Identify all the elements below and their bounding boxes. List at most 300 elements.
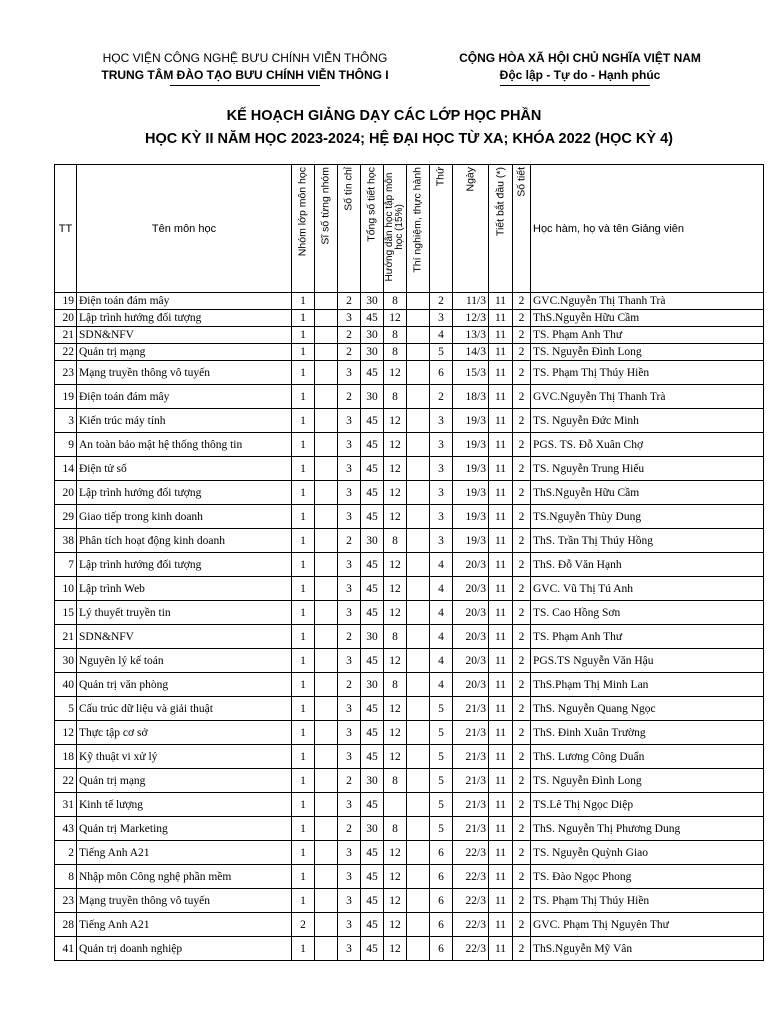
total-periods-cell: 45 [361, 721, 384, 745]
class-group-cell: 1 [292, 505, 315, 529]
table-row [55, 344, 764, 361]
tt-cell: 29 [55, 505, 77, 529]
credits-cell: 3 [338, 793, 361, 817]
group-size-cell [315, 327, 338, 344]
group-size-cell [315, 865, 338, 889]
period-count-cell: 2 [513, 817, 531, 841]
date-cell: 11/3 [453, 293, 489, 310]
table-row [55, 937, 764, 961]
total-periods-cell: 45 [361, 865, 384, 889]
total-periods-cell: 30 [361, 529, 384, 553]
lecturer-cell: ThS.Nguyễn Hữu Cầm [531, 481, 764, 505]
start-period-cell: 11 [489, 505, 513, 529]
tt-cell: 30 [55, 649, 77, 673]
lab-cell [407, 769, 430, 793]
start-period-cell: 11 [489, 889, 513, 913]
group-size-cell [315, 433, 338, 457]
lab-cell [407, 889, 430, 913]
study-guide-cell: 12 [384, 697, 407, 721]
tt-cell: 21 [55, 625, 77, 649]
lab-cell [407, 310, 430, 327]
table-row [55, 769, 764, 793]
group-size-cell [315, 769, 338, 793]
weekday-cell: 5 [430, 697, 453, 721]
group-size-cell [315, 745, 338, 769]
credits-cell: 3 [338, 577, 361, 601]
table-row [55, 529, 764, 553]
tt-cell: 19 [55, 385, 77, 409]
group-size-cell [315, 889, 338, 913]
start-period-cell: 11 [489, 913, 513, 937]
weekday-cell: 3 [430, 457, 453, 481]
total-periods-cell: 45 [361, 457, 384, 481]
table-body [55, 293, 764, 961]
group-size-cell [315, 841, 338, 865]
study-guide-cell: 12 [384, 310, 407, 327]
tt-cell: 8 [55, 865, 77, 889]
period-count-cell: 2 [513, 721, 531, 745]
class-group-cell: 1 [292, 433, 315, 457]
subject-cell: Nguyên lý kế toán [77, 649, 292, 673]
group-size-cell [315, 529, 338, 553]
study-guide-cell: 12 [384, 841, 407, 865]
class-group-cell: 1 [292, 327, 315, 344]
lecturer-cell: ThS. Nguyễn Quang Ngọc [531, 697, 764, 721]
total-periods-cell: 45 [361, 553, 384, 577]
total-periods-cell: 45 [361, 745, 384, 769]
col-header-lecturer: Học hàm, họ và tên Giảng viên [531, 165, 764, 293]
tt-cell: 10 [55, 577, 77, 601]
subject-cell: Điện toán đám mây [77, 385, 292, 409]
weekday-cell: 3 [430, 529, 453, 553]
subject-cell: Quản trị mạng [77, 769, 292, 793]
start-period-cell: 11 [489, 841, 513, 865]
lecturer-cell: TS. Cao Hồng Sơn [531, 601, 764, 625]
group-size-cell [315, 385, 338, 409]
start-period-cell: 11 [489, 649, 513, 673]
group-size-cell [315, 673, 338, 697]
subject-cell: Lập trình Web [77, 577, 292, 601]
credits-cell: 3 [338, 457, 361, 481]
issuer-header [60, 50, 430, 84]
table-row [55, 409, 764, 433]
subject-cell: Lập trình hướng đối tượng [77, 310, 292, 327]
lecturer-cell: TS. Phạm Anh Thư [531, 327, 764, 344]
group-size-cell [315, 361, 338, 385]
subject-cell: SDN&NFV [77, 625, 292, 649]
credits-cell: 3 [338, 745, 361, 769]
date-cell: 19/3 [453, 529, 489, 553]
tt-cell: 19 [55, 293, 77, 310]
lab-cell [407, 793, 430, 817]
subject-cell: Phân tích hoạt động kinh doanh [77, 529, 292, 553]
issuer-line-2: TRUNG TÂM ĐÀO TẠO BƯU CHÍNH VIỄN THÔNG I [101, 68, 389, 82]
tt-cell: 22 [55, 769, 77, 793]
total-periods-cell: 45 [361, 577, 384, 601]
weekday-cell: 6 [430, 913, 453, 937]
group-size-cell [315, 697, 338, 721]
group-size-cell [315, 344, 338, 361]
group-size-cell [315, 505, 338, 529]
subject-cell: Quản trị Marketing [77, 817, 292, 841]
start-period-cell: 11 [489, 344, 513, 361]
weekday-cell: 6 [430, 937, 453, 961]
group-size-cell [315, 553, 338, 577]
credits-cell: 3 [338, 409, 361, 433]
study-guide-cell: 8 [384, 769, 407, 793]
period-count-cell: 2 [513, 841, 531, 865]
period-count-cell: 2 [513, 769, 531, 793]
group-size-cell [315, 937, 338, 961]
total-periods-cell: 45 [361, 310, 384, 327]
subject-cell: Lý thuyết truyền tin [77, 601, 292, 625]
lecturer-cell: TS.Nguyễn Thùy Dung [531, 505, 764, 529]
date-cell: 22/3 [453, 841, 489, 865]
class-group-cell: 1 [292, 745, 315, 769]
lecturer-cell: ThS. Đinh Xuân Trường [531, 721, 764, 745]
col-header-date: Ngày [453, 165, 489, 293]
period-count-cell: 2 [513, 889, 531, 913]
study-guide-cell: 8 [384, 344, 407, 361]
subject-cell: Điện toán đám mây [77, 293, 292, 310]
total-periods-cell: 30 [361, 769, 384, 793]
table-row [55, 817, 764, 841]
class-group-cell: 1 [292, 310, 315, 327]
study-guide-cell: 8 [384, 293, 407, 310]
tt-cell: 28 [55, 913, 77, 937]
lab-cell [407, 865, 430, 889]
total-periods-cell: 30 [361, 625, 384, 649]
period-count-cell: 2 [513, 601, 531, 625]
class-group-cell: 1 [292, 481, 315, 505]
weekday-cell: 6 [430, 361, 453, 385]
study-guide-cell: 8 [384, 625, 407, 649]
col-header-group-size: Sĩ số từng nhóm [315, 165, 338, 293]
subject-cell: Quản trị văn phòng [77, 673, 292, 697]
group-size-cell [315, 293, 338, 310]
weekday-cell: 5 [430, 769, 453, 793]
table-row [55, 601, 764, 625]
total-periods-cell: 45 [361, 409, 384, 433]
weekday-cell: 2 [430, 293, 453, 310]
class-group-cell: 1 [292, 649, 315, 673]
credits-cell: 3 [338, 601, 361, 625]
study-guide-cell: 12 [384, 865, 407, 889]
national-header [430, 50, 730, 84]
subject-cell: Tiếng Anh A21 [77, 913, 292, 937]
date-cell: 15/3 [453, 361, 489, 385]
subject-cell: Quản trị mạng [77, 344, 292, 361]
date-cell: 20/3 [453, 673, 489, 697]
class-group-cell: 1 [292, 361, 315, 385]
weekday-cell: 4 [430, 577, 453, 601]
group-size-cell [315, 649, 338, 673]
total-periods-cell: 30 [361, 327, 384, 344]
tt-cell: 5 [55, 697, 77, 721]
col-header-subject: Tên môn học [77, 165, 292, 293]
lecturer-cell: TS. Nguyễn Đức Minh [531, 409, 764, 433]
table-row [55, 293, 764, 310]
class-group-cell: 1 [292, 673, 315, 697]
document-title: KẾ HOẠCH GIẢNG DẠY CÁC LỚP HỌC PHẦN [226, 108, 542, 124]
class-group-cell: 1 [292, 577, 315, 601]
subject-cell: An toàn bảo mật hệ thống thông tin [77, 433, 292, 457]
subject-cell: Kỹ thuật vi xử lý [77, 745, 292, 769]
study-guide-cell: 12 [384, 505, 407, 529]
date-cell: 21/3 [453, 769, 489, 793]
start-period-cell: 11 [489, 769, 513, 793]
lab-cell [407, 649, 430, 673]
start-period-cell: 11 [489, 865, 513, 889]
period-count-cell: 2 [513, 293, 531, 310]
weekday-cell: 4 [430, 553, 453, 577]
lecturer-cell: TS. Phạm Thị Thúy Hiền [531, 361, 764, 385]
subject-cell: Quản trị doanh nghiệp [77, 937, 292, 961]
credits-cell: 2 [338, 293, 361, 310]
total-periods-cell: 30 [361, 344, 384, 361]
credits-cell: 3 [338, 433, 361, 457]
table-row [55, 841, 764, 865]
credits-cell: 2 [338, 673, 361, 697]
class-group-cell: 1 [292, 409, 315, 433]
date-cell: 21/3 [453, 793, 489, 817]
lecturer-cell: ThS.Phạm Thị Minh Lan [531, 673, 764, 697]
lecturer-cell: TS. Nguyễn Đình Long [531, 769, 764, 793]
table-row [55, 745, 764, 769]
weekday-cell: 3 [430, 505, 453, 529]
lecturer-cell: GVC.Nguyễn Thị Thanh Trà [531, 385, 764, 409]
total-periods-cell: 30 [361, 673, 384, 697]
national-motto-line-2: Độc lập - Tự do - Hạnh phúc [499, 68, 661, 82]
tt-cell: 3 [55, 409, 77, 433]
col-header-study-guide: Hướng dẫn học tập môn học (15%) [384, 165, 407, 293]
total-periods-cell: 45 [361, 649, 384, 673]
table-row [55, 553, 764, 577]
group-size-cell [315, 601, 338, 625]
start-period-cell: 11 [489, 293, 513, 310]
weekday-cell: 4 [430, 625, 453, 649]
class-group-cell: 1 [292, 529, 315, 553]
col-header-start-period: Tiết bắt đầu (*) [489, 165, 513, 293]
credits-cell: 3 [338, 937, 361, 961]
credits-cell: 3 [338, 649, 361, 673]
date-cell: 22/3 [453, 937, 489, 961]
date-cell: 21/3 [453, 817, 489, 841]
tt-cell: 38 [55, 529, 77, 553]
study-guide-cell: 8 [384, 385, 407, 409]
date-cell: 20/3 [453, 625, 489, 649]
class-group-cell: 1 [292, 625, 315, 649]
lecturer-cell: ThS. Nguyễn Thị Phương Dung [531, 817, 764, 841]
col-header-tt: TT [55, 165, 77, 293]
table-row [55, 457, 764, 481]
class-group-cell: 1 [292, 937, 315, 961]
total-periods-cell: 45 [361, 841, 384, 865]
table-row [55, 889, 764, 913]
class-group-cell: 2 [292, 913, 315, 937]
date-cell: 20/3 [453, 649, 489, 673]
subject-cell: Thực tập cơ sở [77, 721, 292, 745]
start-period-cell: 11 [489, 529, 513, 553]
lab-cell [407, 327, 430, 344]
tt-cell: 20 [55, 310, 77, 327]
credits-cell: 3 [338, 841, 361, 865]
start-period-cell: 11 [489, 553, 513, 577]
tt-cell: 2 [55, 841, 77, 865]
study-guide-cell: 8 [384, 673, 407, 697]
class-group-cell: 1 [292, 601, 315, 625]
tt-cell: 20 [55, 481, 77, 505]
lecturer-cell: GVC.Nguyễn Thị Thanh Trà [531, 293, 764, 310]
total-periods-cell: 45 [361, 433, 384, 457]
start-period-cell: 11 [489, 625, 513, 649]
date-cell: 19/3 [453, 433, 489, 457]
table-row [55, 673, 764, 697]
table-row [55, 505, 764, 529]
class-group-cell: 1 [292, 769, 315, 793]
tt-cell: 18 [55, 745, 77, 769]
credits-cell: 2 [338, 385, 361, 409]
class-group-cell: 1 [292, 841, 315, 865]
date-cell: 18/3 [453, 385, 489, 409]
lecturer-cell: PGS.TS Nguyễn Văn Hậu [531, 649, 764, 673]
period-count-cell: 2 [513, 327, 531, 344]
study-guide-cell: 12 [384, 577, 407, 601]
lecturer-cell: TS. Phạm Anh Thư [531, 625, 764, 649]
period-count-cell: 2 [513, 505, 531, 529]
subject-cell: Lập trình hướng đối tượng [77, 553, 292, 577]
lab-cell [407, 721, 430, 745]
lab-cell [407, 745, 430, 769]
start-period-cell: 11 [489, 937, 513, 961]
period-count-cell: 2 [513, 433, 531, 457]
lab-cell [407, 344, 430, 361]
class-group-cell: 1 [292, 553, 315, 577]
date-cell: 20/3 [453, 601, 489, 625]
subject-cell: SDN&NFV [77, 327, 292, 344]
weekday-cell: 5 [430, 817, 453, 841]
lab-cell [407, 529, 430, 553]
period-count-cell: 2 [513, 310, 531, 327]
weekday-cell: 3 [430, 409, 453, 433]
table-row [55, 310, 764, 327]
subject-cell: Cấu trúc dữ liệu và giải thuật [77, 697, 292, 721]
subject-cell: Lập trình hướng đối tượng [77, 481, 292, 505]
group-size-cell [315, 625, 338, 649]
weekday-cell: 2 [430, 385, 453, 409]
start-period-cell: 11 [489, 601, 513, 625]
lecturer-cell: TS.Lê Thị Ngọc Diệp [531, 793, 764, 817]
lab-cell [407, 385, 430, 409]
table-row [55, 793, 764, 817]
subject-cell: Mạng truyền thông vô tuyến [77, 361, 292, 385]
start-period-cell: 11 [489, 433, 513, 457]
tt-cell: 23 [55, 889, 77, 913]
study-guide-cell: 8 [384, 529, 407, 553]
group-size-cell [315, 913, 338, 937]
class-group-cell: 1 [292, 293, 315, 310]
date-cell: 22/3 [453, 889, 489, 913]
lab-cell [407, 625, 430, 649]
weekday-cell: 6 [430, 889, 453, 913]
study-guide-cell: 12 [384, 361, 407, 385]
lab-cell [407, 433, 430, 457]
total-periods-cell: 30 [361, 293, 384, 310]
tt-cell: 31 [55, 793, 77, 817]
weekday-cell: 5 [430, 793, 453, 817]
period-count-cell: 2 [513, 673, 531, 697]
class-group-cell: 1 [292, 457, 315, 481]
study-guide-cell: 12 [384, 889, 407, 913]
tt-cell: 41 [55, 937, 77, 961]
total-periods-cell: 45 [361, 481, 384, 505]
credits-cell: 3 [338, 913, 361, 937]
period-count-cell: 2 [513, 913, 531, 937]
weekday-cell: 5 [430, 344, 453, 361]
col-header-period-count: Số tiết [513, 165, 531, 293]
lab-cell [407, 505, 430, 529]
weekday-cell: 4 [430, 601, 453, 625]
col-header-lab-practice: Thí nghiệm, thực hành [407, 165, 430, 293]
start-period-cell: 11 [489, 481, 513, 505]
start-period-cell: 11 [489, 385, 513, 409]
credits-cell: 3 [338, 553, 361, 577]
lab-cell [407, 481, 430, 505]
subject-cell: Kinh tế lượng [77, 793, 292, 817]
tt-cell: 43 [55, 817, 77, 841]
total-periods-cell: 30 [361, 817, 384, 841]
col-header-credits: Số tín chỉ [338, 165, 361, 293]
credits-cell: 2 [338, 327, 361, 344]
lab-cell [407, 457, 430, 481]
document-subtitle: HỌC KỲ II NĂM HỌC 2023-2024; HỆ ĐẠI HỌC TỪ XA; KHÓA 2022 (HỌC KỲ 4) [145, 131, 673, 147]
table-row [55, 625, 764, 649]
lab-cell [407, 577, 430, 601]
lab-cell [407, 913, 430, 937]
total-periods-cell: 45 [361, 361, 384, 385]
weekday-cell: 3 [430, 481, 453, 505]
weekday-cell: 4 [430, 673, 453, 697]
total-periods-cell: 45 [361, 505, 384, 529]
tt-cell: 9 [55, 433, 77, 457]
lecturer-cell: ThS.Nguyễn Mỹ Vân [531, 937, 764, 961]
table-row [55, 577, 764, 601]
credits-cell: 2 [338, 529, 361, 553]
tt-cell: 15 [55, 601, 77, 625]
start-period-cell: 11 [489, 697, 513, 721]
date-cell: 21/3 [453, 697, 489, 721]
weekday-cell: 5 [430, 745, 453, 769]
credits-cell: 2 [338, 625, 361, 649]
group-size-cell [315, 310, 338, 327]
col-header-weekday: Thứ [430, 165, 453, 293]
issuer-underline [170, 85, 320, 86]
table-row [55, 433, 764, 457]
study-guide-cell: 12 [384, 553, 407, 577]
credits-cell: 2 [338, 769, 361, 793]
start-period-cell: 11 [489, 745, 513, 769]
class-group-cell: 1 [292, 697, 315, 721]
study-guide-cell: 12 [384, 649, 407, 673]
study-guide-cell: 12 [384, 457, 407, 481]
start-period-cell: 11 [489, 361, 513, 385]
group-size-cell [315, 577, 338, 601]
tt-cell: 22 [55, 344, 77, 361]
table-row [55, 721, 764, 745]
col-header-class-group: Nhóm lớp môn học [292, 165, 315, 293]
start-period-cell: 11 [489, 721, 513, 745]
period-count-cell: 2 [513, 865, 531, 889]
